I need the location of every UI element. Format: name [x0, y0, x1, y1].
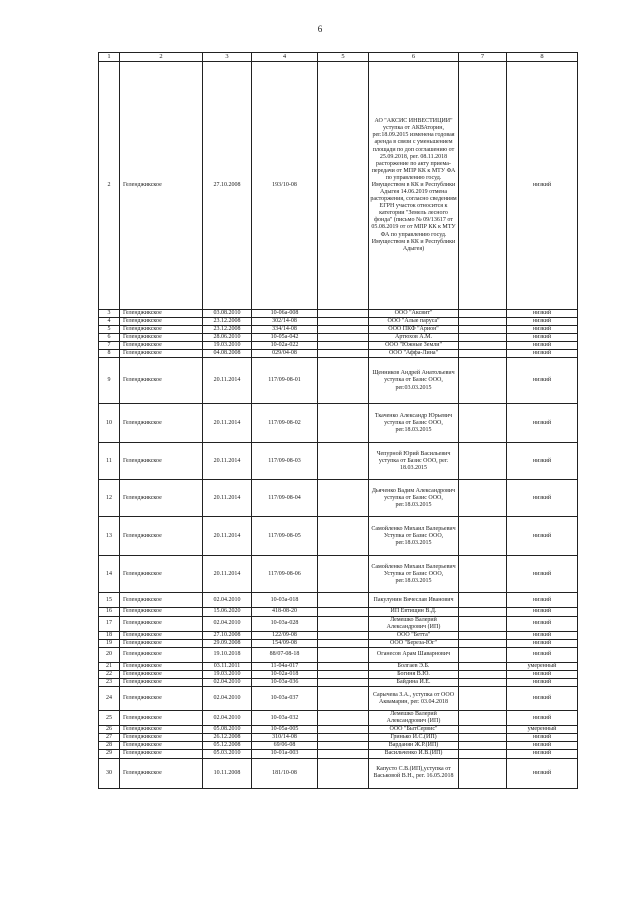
registration-number-cell: 10-03а-028 — [252, 616, 318, 631]
district-cell: Геленджикское — [120, 647, 203, 662]
registration-number-cell: 10-03а-037 — [252, 687, 318, 711]
row-number: 15 — [99, 593, 120, 608]
table-row — [99, 647, 578, 662]
tenant-cell: Васильченко И.В.(ИП) — [369, 750, 459, 758]
date-cell: 28.06.2010 — [203, 334, 252, 342]
registration-number-cell: 10-02а-018 — [252, 670, 318, 678]
row-number: 5 — [99, 326, 120, 334]
risk-level-cell: низкий — [507, 404, 578, 443]
date-cell: 27.10.2008 — [203, 631, 252, 639]
district-cell: Геленджикское — [120, 687, 203, 711]
date-cell: 20.11.2014 — [203, 358, 252, 404]
column7-cell — [459, 608, 507, 616]
district-cell: Геленджикское — [120, 734, 203, 742]
risk-level-cell: низкий — [507, 318, 578, 326]
table-row — [99, 443, 578, 480]
risk-level-cell: низкий — [507, 679, 578, 687]
row-number: 16 — [99, 608, 120, 616]
registration-number-cell: 154/09-08 — [252, 639, 318, 647]
district-cell: Геленджикское — [120, 443, 203, 480]
district-cell: Геленджикское — [120, 310, 203, 318]
tenant-cell: ООО "Бетта" — [369, 631, 459, 639]
tenant-cell: ООО "Аффа-Лина" — [369, 350, 459, 358]
row-number: 13 — [99, 517, 120, 556]
column7-cell — [459, 662, 507, 670]
risk-level-cell: низкий — [507, 639, 578, 647]
registration-number-cell: 117/09-08-01 — [252, 358, 318, 404]
tenant-cell: Самойленко Михаил Валерьевич Уступка от Базис ООО, рег.18.03.2015 — [369, 556, 459, 593]
tenant-cell: Самойленко Михаил Валерьевич Уступка от Базис ООО, рег.18.03.2015 — [369, 517, 459, 556]
tenant-cell: ООО "Алые паруса" — [369, 318, 459, 326]
tenant-cell: ООО "Аксвит" — [369, 310, 459, 318]
row-number: 6 — [99, 334, 120, 342]
row-number: 12 — [99, 480, 120, 517]
risk-level-cell: низкий — [507, 608, 578, 616]
registration-number-cell: 302/14-08 — [252, 318, 318, 326]
row-number: 10 — [99, 404, 120, 443]
district-cell: Геленджикское — [120, 593, 203, 608]
risk-level-cell: низкий — [507, 326, 578, 334]
row-number: 2 — [99, 62, 120, 310]
district-cell: Геленджикское — [120, 358, 203, 404]
column5-cell — [318, 750, 369, 758]
date-cell: 04.08.2008 — [203, 350, 252, 358]
table-row — [99, 726, 578, 734]
district-cell: Геленджикское — [120, 318, 203, 326]
column7-cell — [459, 734, 507, 742]
risk-level-cell: низкий — [507, 711, 578, 726]
risk-level-cell: низкий — [507, 687, 578, 711]
column5-cell — [318, 358, 369, 404]
date-cell: 27.10.2008 — [203, 62, 252, 310]
row-number: 26 — [99, 726, 120, 734]
column7-cell — [459, 443, 507, 480]
column5-cell — [318, 758, 369, 788]
column7-cell — [459, 334, 507, 342]
date-cell: 02.04.2010 — [203, 593, 252, 608]
date-cell: 19.10.2018 — [203, 647, 252, 662]
district-cell: Геленджикское — [120, 631, 203, 639]
registration-number-cell: 11-04а-017 — [252, 662, 318, 670]
column7-cell — [459, 480, 507, 517]
header-row — [99, 53, 578, 62]
column7-cell — [459, 639, 507, 647]
date-cell: 19.03.2010 — [203, 342, 252, 350]
risk-level-cell: низкий — [507, 670, 578, 678]
risk-level-cell: низкий — [507, 616, 578, 631]
column7-cell — [459, 742, 507, 750]
date-cell: 20.11.2014 — [203, 404, 252, 443]
column7-cell — [459, 726, 507, 734]
date-cell: 23.12.2008 — [203, 326, 252, 334]
tenant-cell: Ткаченко Александр Юрьевич уступка от Базис ООО, рег.18.03.2015 — [369, 404, 459, 443]
tenant-cell: ООО ПКФ "Арион" — [369, 326, 459, 334]
column5-cell — [318, 687, 369, 711]
table-row — [99, 593, 578, 608]
header-cell: 1 — [99, 53, 120, 62]
date-cell: 20.11.2014 — [203, 556, 252, 593]
table-row — [99, 758, 578, 788]
column5-cell — [318, 670, 369, 678]
column5-cell — [318, 593, 369, 608]
tenant-cell: Варданян Ж.Р.(ИП) — [369, 742, 459, 750]
tenant-cell: Лемешко Валерий Александрович (ИП) — [369, 711, 459, 726]
row-number: 20 — [99, 647, 120, 662]
table-row — [99, 310, 578, 318]
registration-number-cell: 88/07-08-18 — [252, 647, 318, 662]
date-cell: 20.11.2014 — [203, 517, 252, 556]
registration-number-cell: 181/10-08 — [252, 758, 318, 788]
registration-number-cell: 117/09-08-06 — [252, 556, 318, 593]
district-cell: Геленджикское — [120, 679, 203, 687]
district-cell: Геленджикское — [120, 742, 203, 750]
risk-level-cell: низкий — [507, 62, 578, 310]
registry-table — [98, 52, 578, 789]
row-number: 3 — [99, 310, 120, 318]
column5-cell — [318, 443, 369, 480]
header-cell: 6 — [369, 53, 459, 62]
date-cell: 02.04.2010 — [203, 616, 252, 631]
row-number: 17 — [99, 616, 120, 631]
row-number: 24 — [99, 687, 120, 711]
column5-cell — [318, 734, 369, 742]
tenant-cell: Сарычева З.А., уступка от ООО Аквамарин, рег. 03.04.2018 — [369, 687, 459, 711]
risk-level-cell: низкий — [507, 443, 578, 480]
tenant-cell: Щенников Андрей Анатольевич уступка от Базис ООО, рег.03.03.2015 — [369, 358, 459, 404]
risk-level-cell: низкий — [507, 734, 578, 742]
registration-number-cell: 10-06а-008 — [252, 310, 318, 318]
tenant-cell: Оганесов Арам Шаварнович — [369, 647, 459, 662]
table-body — [99, 53, 578, 789]
row-number: 29 — [99, 750, 120, 758]
header-cell: 8 — [507, 53, 578, 62]
date-cell: 23.12.2008 — [203, 318, 252, 326]
tenant-cell: Дьяченко Вадим Александрович уступка от Базис ООО, рег.18.03.2015 — [369, 480, 459, 517]
risk-level-cell: низкий — [507, 342, 578, 350]
column5-cell — [318, 631, 369, 639]
column5-cell — [318, 62, 369, 310]
date-cell: 02.04.2010 — [203, 687, 252, 711]
column7-cell — [459, 647, 507, 662]
table-row — [99, 711, 578, 726]
row-number: 25 — [99, 711, 120, 726]
tenant-cell: Богиня В.Ю. — [369, 670, 459, 678]
district-cell: Геленджикское — [120, 404, 203, 443]
table-row — [99, 679, 578, 687]
risk-level-cell: низкий — [507, 517, 578, 556]
risk-level-cell: низкий — [507, 750, 578, 758]
table-row — [99, 480, 578, 517]
registration-number-cell: 10-03а-032 — [252, 711, 318, 726]
date-cell: 03.11.2011 — [203, 662, 252, 670]
column7-cell — [459, 687, 507, 711]
tenant-cell: Пакулунин Вячеслав Иванович — [369, 593, 459, 608]
tenant-cell: ООО "Береза-Юг" — [369, 639, 459, 647]
date-cell: 26.12.2008 — [203, 734, 252, 742]
column5-cell — [318, 310, 369, 318]
date-cell: 20.11.2014 — [203, 443, 252, 480]
column7-cell — [459, 358, 507, 404]
row-number: 23 — [99, 679, 120, 687]
table-row — [99, 404, 578, 443]
district-cell: Геленджикское — [120, 616, 203, 631]
row-number: 14 — [99, 556, 120, 593]
table-row — [99, 556, 578, 593]
registration-number-cell: 418-08-20 — [252, 608, 318, 616]
column7-cell — [459, 616, 507, 631]
row-number: 9 — [99, 358, 120, 404]
date-cell: 03.08.2010 — [203, 310, 252, 318]
district-cell: Геленджикское — [120, 480, 203, 517]
tenant-cell: Чепурной Юрий Васильевич уступка от Базис ООО, рег. 18.03.2015 — [369, 443, 459, 480]
table-row — [99, 639, 578, 647]
column5-cell — [318, 517, 369, 556]
risk-level-cell: низкий — [507, 334, 578, 342]
row-number: 28 — [99, 742, 120, 750]
table-row — [99, 350, 578, 358]
table-row — [99, 342, 578, 350]
table-row — [99, 750, 578, 758]
column7-cell — [459, 404, 507, 443]
row-number: 4 — [99, 318, 120, 326]
tenant-cell: АО "АКСИС ИНВЕСТИЦИИ" уступка от АКВАторин, рег.18.09.2015 изменена годовая аренда в связи с уменьшением площади по доп соглашению от 25.09.2018, рег. 08.11.2018 расторжение по акту приема-передачи от МПР КК к МТУ ФА по управлению госуд. Имуществом в КК и Республики Адыгея 14.06.2019 отмена расторжения, согласно сведениям ЕГРН участок относится к категории "Земель лесного фонда" (письмо № 09/13617 от 05.08.2019 от от МПР КК к МТУ ФА по управлению госуд. Имуществом в КК и Республики Адыгея) — [369, 62, 459, 310]
row-number: 7 — [99, 342, 120, 350]
row-number: 22 — [99, 670, 120, 678]
date-cell: 20.11.2014 — [203, 480, 252, 517]
registration-number-cell: 117/09-08-03 — [252, 443, 318, 480]
column7-cell — [459, 670, 507, 678]
header-cell: 5 — [318, 53, 369, 62]
district-cell: Геленджикское — [120, 726, 203, 734]
tenant-cell: ООО "БытСервис" — [369, 726, 459, 734]
table-row — [99, 517, 578, 556]
date-cell: 05.08.2010 — [203, 726, 252, 734]
column5-cell — [318, 647, 369, 662]
column7-cell — [459, 711, 507, 726]
district-cell: Геленджикское — [120, 750, 203, 758]
column7-cell — [459, 326, 507, 334]
column7-cell — [459, 758, 507, 788]
column5-cell — [318, 480, 369, 517]
header-cell: 4 — [252, 53, 318, 62]
column7-cell — [459, 631, 507, 639]
date-cell: 15.06.2020 — [203, 608, 252, 616]
tenant-cell: Гринько И.С.(ИП) — [369, 734, 459, 742]
table-row — [99, 662, 578, 670]
risk-level-cell: низкий — [507, 742, 578, 750]
column5-cell — [318, 742, 369, 750]
column5-cell — [318, 616, 369, 631]
risk-level-cell: умеренный — [507, 726, 578, 734]
registration-number-cell: 117/09-08-04 — [252, 480, 318, 517]
district-cell: Геленджикское — [120, 608, 203, 616]
registration-number-cell: 10-05а-042 — [252, 334, 318, 342]
registration-number-cell: 10-03а-018 — [252, 593, 318, 608]
registration-number-cell: 310/14-08 — [252, 734, 318, 742]
column5-cell — [318, 326, 369, 334]
header-cell: 2 — [120, 53, 203, 62]
column5-cell — [318, 404, 369, 443]
registration-number-cell: 10-05а-005 — [252, 726, 318, 734]
table-row — [99, 616, 578, 631]
risk-level-cell: умеренный — [507, 662, 578, 670]
row-number: 11 — [99, 443, 120, 480]
registration-number-cell: 193/10-08 — [252, 62, 318, 310]
date-cell: 02.04.2010 — [203, 711, 252, 726]
page-number: 6 — [317, 24, 323, 34]
date-cell: 19.03.2010 — [203, 670, 252, 678]
district-cell: Геленджикское — [120, 517, 203, 556]
table-row — [99, 742, 578, 750]
registration-number-cell: 029/04-08 — [252, 350, 318, 358]
district-cell: Геленджикское — [120, 556, 203, 593]
district-cell: Геленджикское — [120, 334, 203, 342]
registration-number-cell: 10-02а-022 — [252, 342, 318, 350]
column5-cell — [318, 318, 369, 326]
date-cell: 02.04.2010 — [203, 679, 252, 687]
district-cell: Геленджикское — [120, 670, 203, 678]
tenant-cell: Болгаев Э.Б. — [369, 662, 459, 670]
risk-level-cell: низкий — [507, 758, 578, 788]
column5-cell — [318, 608, 369, 616]
column5-cell — [318, 662, 369, 670]
registration-number-cell: 122/09-08 — [252, 631, 318, 639]
risk-level-cell: низкий — [507, 480, 578, 517]
district-cell: Геленджикское — [120, 711, 203, 726]
district-cell: Геленджикское — [120, 662, 203, 670]
table-row — [99, 734, 578, 742]
date-cell: 29.09.2008 — [203, 639, 252, 647]
column7-cell — [459, 556, 507, 593]
registration-number-cell: 117/09-08-05 — [252, 517, 318, 556]
table-row — [99, 687, 578, 711]
table-row — [99, 670, 578, 678]
column5-cell — [318, 556, 369, 593]
risk-level-cell: низкий — [507, 647, 578, 662]
column5-cell — [318, 726, 369, 734]
tenant-cell: ООО "Южные Земли" — [369, 342, 459, 350]
table-row — [99, 326, 578, 334]
column7-cell — [459, 517, 507, 556]
column5-cell — [318, 342, 369, 350]
date-cell: 05.12.2008 — [203, 742, 252, 750]
table-row — [99, 608, 578, 616]
column7-cell — [459, 342, 507, 350]
risk-level-cell: низкий — [507, 310, 578, 318]
risk-level-cell: низкий — [507, 631, 578, 639]
row-number: 27 — [99, 734, 120, 742]
row-number: 8 — [99, 350, 120, 358]
risk-level-cell: низкий — [507, 350, 578, 358]
district-cell: Геленджикское — [120, 342, 203, 350]
row-number: 21 — [99, 662, 120, 670]
tenant-cell: Капусто С.В.(ИП),уступка от Васьковой В.Н., рег. 16.05.2018 — [369, 758, 459, 788]
column7-cell — [459, 593, 507, 608]
district-cell: Геленджикское — [120, 758, 203, 788]
tenant-cell: Артюхов А.М. — [369, 334, 459, 342]
registration-number-cell: 10-03а-036 — [252, 679, 318, 687]
risk-level-cell: низкий — [507, 556, 578, 593]
district-cell: Геленджикское — [120, 350, 203, 358]
table-row — [99, 334, 578, 342]
date-cell: 10.11.2008 — [203, 758, 252, 788]
column7-cell — [459, 350, 507, 358]
risk-level-cell: низкий — [507, 593, 578, 608]
column7-cell — [459, 310, 507, 318]
registration-number-cell: 334/14-08 — [252, 326, 318, 334]
row-number: 19 — [99, 639, 120, 647]
district-cell: Геленджикское — [120, 62, 203, 310]
row-number: 30 — [99, 758, 120, 788]
tenant-cell: Лемешко Валерий Александрович (ИП) — [369, 616, 459, 631]
column5-cell — [318, 350, 369, 358]
header-cell: 3 — [203, 53, 252, 62]
column7-cell — [459, 679, 507, 687]
registration-number-cell: 117/09-08-02 — [252, 404, 318, 443]
column7-cell — [459, 750, 507, 758]
date-cell: 05.03.2010 — [203, 750, 252, 758]
district-cell: Геленджикское — [120, 326, 203, 334]
row-number: 18 — [99, 631, 120, 639]
table-row — [99, 62, 578, 310]
tenant-cell: ИП Евтищин В.Д. — [369, 608, 459, 616]
tenant-cell: Байдина И.Е. — [369, 679, 459, 687]
risk-level-cell: низкий — [507, 358, 578, 404]
column7-cell — [459, 318, 507, 326]
column5-cell — [318, 334, 369, 342]
table-row — [99, 318, 578, 326]
table-row — [99, 358, 578, 404]
column5-cell — [318, 679, 369, 687]
column7-cell — [459, 62, 507, 310]
district-cell: Геленджикское — [120, 639, 203, 647]
table-row — [99, 631, 578, 639]
header-cell: 7 — [459, 53, 507, 62]
column5-cell — [318, 711, 369, 726]
registration-number-cell: 69/06-08 — [252, 742, 318, 750]
column5-cell — [318, 639, 369, 647]
registration-number-cell: 10-01а-003 — [252, 750, 318, 758]
